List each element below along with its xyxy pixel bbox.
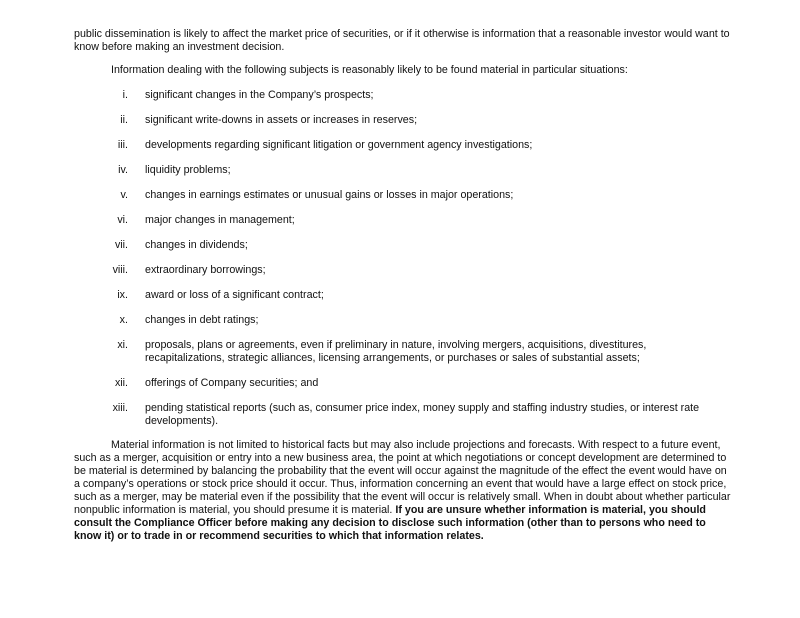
- intro-paragraph: public dissemination is likely to affect the market price of securities, or if it otherwise is information that a reasonable investor would want to know before making an investment decision.: [74, 28, 730, 53]
- list-item-text: changes in debt ratings;: [145, 314, 259, 326]
- list-item-text: changes in earnings estimates or unusual gains or losses in major operations;: [145, 189, 514, 201]
- list-item-number: x.: [119, 314, 128, 326]
- list-item: [74, 189, 734, 202]
- list-item-number: xiii.: [112, 402, 128, 414]
- list-item: [74, 89, 734, 102]
- list-item: [74, 214, 734, 227]
- list-item-text: significant write-downs in assets or increases in reserves;: [145, 114, 418, 126]
- list-item-text: extraordinary borrowings;: [145, 264, 266, 276]
- list-item-number: v.: [120, 189, 128, 201]
- list-item: [74, 339, 734, 365]
- list-item-number: xi.: [117, 339, 128, 351]
- document-page: [74, 28, 734, 543]
- list-item-number: viii.: [112, 264, 128, 276]
- list-item-number: ii.: [120, 114, 128, 126]
- list-item: [74, 239, 734, 252]
- closing-paragraph: [74, 439, 734, 543]
- list-item: [74, 139, 734, 152]
- lead-paragraph: Information dealing with the following subjects is reasonably likely to be found material in particular situations:: [111, 64, 628, 76]
- list-item-text: proposals, plans or agreements, even if preliminary in nature, involving mergers, acquisitions, divestitures, recapitalizations, strategic alliances, licensing arrangements, or purchases or sales of substantial assets;: [145, 339, 647, 364]
- list-item-number: vii.: [114, 239, 128, 251]
- list-item-number: iv.: [118, 164, 128, 176]
- list-item-number: xii.: [114, 377, 128, 389]
- list-item: [74, 164, 734, 177]
- list-item-text: award or loss of a significant contract;: [145, 289, 324, 301]
- list-item-text: developments regarding significant litigation or government agency investigations;: [145, 139, 533, 151]
- list-item-text: significant changes in the Company’s prospects;: [145, 89, 374, 101]
- list-item-text: major changes in management;: [145, 214, 295, 226]
- list-item: [74, 314, 734, 327]
- list-item-text: offerings of Company securities; and: [145, 377, 319, 389]
- list-item-text: changes in dividends;: [145, 239, 248, 251]
- list-item-number: iii.: [117, 139, 128, 151]
- list-item: [74, 264, 734, 277]
- list-item: [74, 402, 734, 428]
- closing-bold-text: If you are unsure whether information is material, you should consult the Compliance Officer before making any decision to disclose such information (other than to persons who need to know it) or to trade in or recommend securities to which that information relates.: [74, 504, 706, 542]
- list-item-text: liquidity problems;: [145, 164, 231, 176]
- material-subjects-list: [74, 89, 734, 428]
- list-item: [74, 377, 734, 390]
- closing-regular-text: Material information is not limited to historical facts but may also include projections and forecasts. With respect to a future event, such as a merger, acquisition or entry into a new business area, the point at which negotiations or concept development are determined to be material is determined by balancing the probability that the event will occur against the magnitude of the effect the event would have on a company’s operations or stock price should it occur. Thus, information concerning an event that would have a large effect on stock price, such as a merger, may be material even if the possibility that the event will occur is relatively small. When in doubt about whether particular nonpublic information is material, you should presume it is material.: [74, 439, 731, 516]
- list-item: [74, 114, 734, 127]
- list-item-number: i.: [122, 89, 128, 101]
- list-item-text: pending statistical reports (such as, consumer price index, money supply and staffing industry studies, or interest rate developments).: [145, 402, 700, 427]
- list-item-number: ix.: [117, 289, 128, 301]
- list-item: [74, 289, 734, 302]
- list-item-number: vi.: [117, 214, 128, 226]
